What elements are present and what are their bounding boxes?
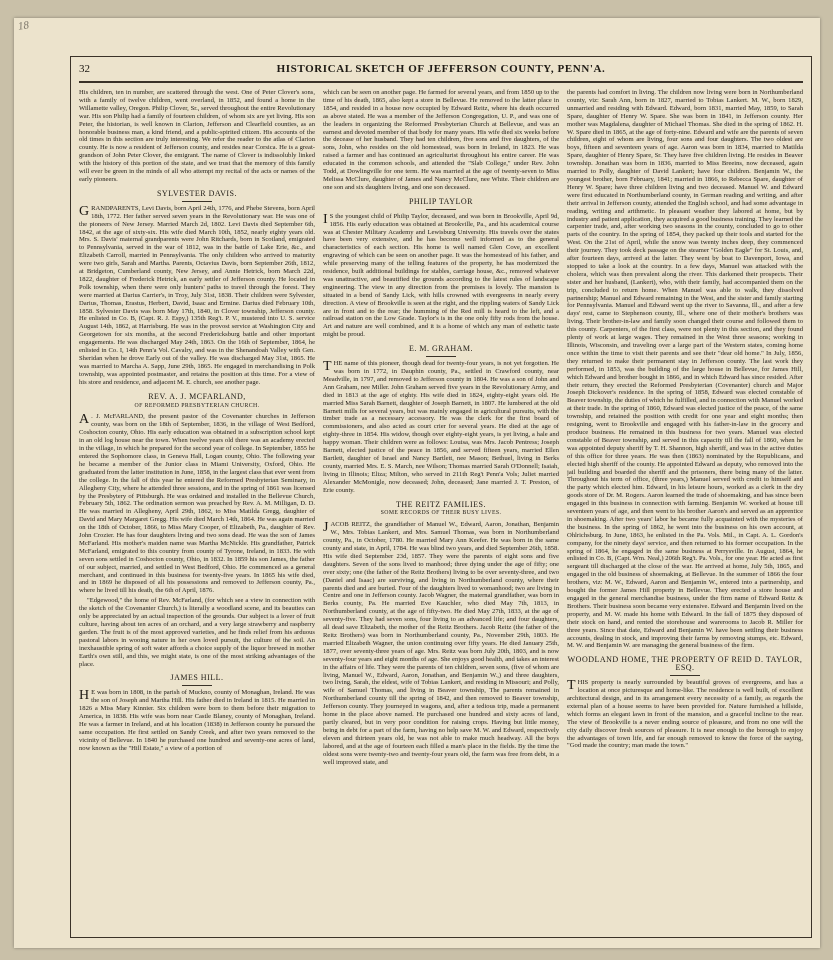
drop-cap: A [79,412,90,428]
divider [426,356,456,357]
heading-woodland-home: WOODLAND HOME, THE PROPERTY OF REID D. TAYLOR, ESQ. [567,655,803,673]
heading-reitz-families: THE REITZ FAMILIES. [395,499,486,509]
divider [182,685,212,686]
heading-sylvester-davis: SYLVESTER DAVIS. [156,188,237,198]
column-2 [323,89,559,929]
hill-continued-paragraph: which can be seen on another page. He farmed for several years, and from 1850 up to the time of his death, 1865, also kept a store in Bellevue. He removed to the latter place in 1854, and resided in a house now occupied by Edward Reitz, where his death occurred as above stated. He was a member of the Jefferson Congregation, U. P., and was one of the leaders in organizing the Reformed Presbyterian Church at Bellevue, and was an earnest and devoted member of that body for many years. His wife died six weeks before the decease of her husband. They had ten children, five sons and five daughters, of the sons, John, who resides on the old homestead, was born in Ireland, in 1823. He was raised a farmer and has continued an agriculturist throughout his entire career. He was educated in the common schools, and attended the "Slab College," under Rev. John Todd, at Dowlingville for one term. He was married at the age of twenty-seven to Miss Melissa McClure, daughter of James and Nancy McClure, nee White. Their children are one son and six daughters living, and one son deceased. [323,89,559,191]
page-title: HISTORICAL SKETCH OF JEFFERSON COUNTY, PENN'A. [276,63,606,75]
page [14,18,820,948]
mcfarland-paragraph [79,413,315,595]
page-frame [70,56,812,938]
reitz-continued-paragraph: the parents had comfort in living. The children now living were born in Northumberland county, viz: Sarah Ann, born in 1827, married to Tobias Lankert. M. W., born 1829, unmarried and residing with Edward. Edward, born 1831, married May, 1859, to Sarah Spare, daughter of Henry W. Spare. She was born in 1841, in Jefferson county. Her mother was Magdalena, daughter of Michael Thomas. She died in the spring of 1862. H. W. Spare died in 1865, at the age of forty-nine. Edward and wife are the parents of seven children, eight of whom are living, four sons and four daughters. The two oldest are boys, fifteen and seventeen years of age. Aaron was born in 1834, married to Matilda Spare, daughter of Henry Spare, Sr. They have five children living. He resides in Beaver township. Jonathan was born in 1836, married to Miss Breeins, now deceased, again married to Polly, daughter of David Lankert; have four children. Benjamin W., the youngest brother, born February, 1841; married in 1866, to Rebecca Spare, daughter of Henry W. Spare; have three children living and two deceased. Manuel W. and Edward were first educated in Northumberland county, in German reading and writing, and after their arrival in Jefferson county, attended the English school, and had some advantage in reading, writing and arithmetic. In pleasant weather they labored at home, but by industry and patient application, they acquired a good business training. They learned the carpenter trade, and, after working two seasons in the county, concluded to go to other parts of the country. In the spring of 1854, they packed up their tools and started for the West. On the 21st of April, while the snow was twenty inches deep, they commenced their journey. They took deck passage on the steamer "Golden Eagle" for St. Louis, and, after fourteen days, arrived at the latter. They went by boat to Davenport, Iowa, and stopped to take a look at the country. In a few days, Manuel was attacked with the cholera, which was then prevalent along the river. This darkened their prospects. Their sister and her husband, (Lankert), who, with their family, had accompanied them on the trip, concluded to return home. When Manuel was able to walk, they dissolved partnership; Manuel and Edward remaining in the West, and the sister and family starting for Pennsylvania. Manuel and Edward went up the river to Savanna, Ill., and after a few days' rest, came to Stephenson county, Ill., where one of their mother's brothers was living. Their brother-in-law and family soon changed their course and followed them to this county. Carpenters, of the first class, were not plenty in this section, and they found plenty of work at large wages. They remained in the West three seasons; working in Illinois, Wisconsin, and traveling over a large part of the Western states, coming home once within the time to visit their parents and see their "dear old home." In July, 1856, they returned to make their permanent stay in Jefferson county. The last work they performed, in 1853, was the building of the large house in Bellevue, for James Hill, which Edward and brother bought in 1866, and in which Edward has since resided. After their return, they erected the Reformed Presbyterian (Covenanter) church and Major Joseph Dickover's residence. In the spring of 1858, Edward was elected constable of Beaver township, the duties of which he fulfilled, and in connection with Manuel worked at their trade. In the spring of 1860, Edward was elected justice of the peace, of the same township, and retained the position with credit for one year and eight months; then resigning, went to Brookville and engaged with his father-in-law in the grocery and produce business. He remained in this business for two years. Manuel was elected constable of Beaver township, and served in this capacity till the fall of 1860, when he was appointed deputy sheriff by T. H. Shannon, high sheriff, and was in the active duties of this office for three years. He was then (1863) nominated by the Republicans, and elected high sheriff of the county. He appointed Edward as deputy, who removed into the jail building and boarded the sheriff and the prisoners, there being many of the latter. Throughout his term of office, (three years,) Manuel served with credit to himself and the party which elected him. Edward, in his leisure hours, worked as a clerk in the dry goods store of Dr. M. Rogers. Aaron learned the trade of shoemaking, and has since been engaged in this business in connection with farming. Benjamin W. worked at house till seventeen years of age, and then went to his brother Aaron's and served as an apprentice in shoemaking. After two years' labor he became fully acquainted with the mysteries of the business. In the spring of 1862, he went into the business on his own account, at Ohlrichsburg. In June, 1863, he enlisted in the Pa. Vols. Mil., in Capt. A. L. Gordon's company, for the ninety days' service, and then returned to his former occupation. In the spring of 1864, he engaged in the same business at Perrysville. In August, 1864, he enlisted in Co. B, (Capt. Wm. Neal,) 206th Reg't. Pa. Vols., for one year. He acted as first sergeant till discharged at the close of the war. He arrived at home, July 5th, 1865, and engaged in the old business of shoemaking, at Bellevue. In the summer of 1866 the four brothers, viz: M. W., Edward, Aaron and Benjamin W., entered into a partnership, and bought the former James Hill property in Bellevue. They erected a store house and engaged in the general merchandise business, under the firm name of Edward Reitz & Brothers. Their business soon became very extensive. Edward and Benjamin lived on the property, and M. W. made his home with Edward. In the fall of 1875 they disposed of their stock on hand, and rented the storehouse and warerooms to Jacob R. Miller for three years. Since that date, Edward and Benjamin W. have been settling their business accounts, dealing in stock, and improving their farms by removing stumps, etc. Edward, M. W. and Benjamin W. are managing the general business of the firm. [567,89,803,650]
reitz-text: ACOB REITZ, the grandfather of Manuel W., Edward, Aaron, Jonathan, Benjamin W., Mrs. Tobias Lankert, and Mrs. Samuel Thomas, was born in Northumberland county, Pa., in October, 1780. He married Mary Ann Keefer. He was born in the same county and state, in April, 1784. He was blind two years, and died September 26th, 1858. His wife died September 23d, 1857. They were the parents of eight sons and five daughters. Seven of the sons lived to manhood; three dying under the age of fifty; one over sixty; one (the father of the Reitz Brothers) living to be over seventy-three, and two (Daniel and Isaac) are surviving, and living in Northumberland county, where their parents died and are buried. Four of the daughters lived to womanhood; two are living in Centre and one in Jefferson county. Jacob Wagner, the maternal grandfather, was born in Berks county, Pa. He married Eve Kauchler, who died May 7th, 1813, in Northumberland county, at the age of fifty-two. He died May 27th, 1833, at the age of seventy-five. They had seven sons, four living to an advanced life; and four daughters, all dead save Elizabeth, the mother of the Reitz Brothers. Jacob Reitz (the father of the Reitz Brothers) was born in Northumberland county, Pa., November 29th, 1803. He married Elizabeth Wagner, the union continuing over fifty years. He died January 25th, 1877, over seventy-three years of age. Mrs. Reitz was born July 20th, 1803, and is now seventy-four years and eight months of age. She enjoys good health, and takes an interest in the affairs of life. They were the parents of ten children, seven sons, (five of whom are living, Manuel W., Edward, Aaron, Jonathan, and Benjamin W.,) and three daughters, two living, Sarah, the eldest, wife of Tobias Lankert, and residing in Missouri; and Polly, wife of Samuel Thomas, and living in Beaver township, The parents remained in Northumberland county till the spring of 1842, and then removed to Beaver township, Jefferson county. They journeyed in wagons, and, after a tedious trip, made a permanent home in the place above named. He purchased one hundred and sixty acres of land, partly cleared, but in very poor condition for raising crops. Having but little money, being in debt for a part of the farm, having no help save M. W. and Edward, respectively eleven and thirteen years old, he was not able to make much headway. All the boys labored, and at the age of fourteen each filled a man's place in the fields. By the time the oldest sons were twenty-two and twenty-four years old, the farm was free from debt, in a well improved state, and [323,521,559,766]
taylor-text: S the youngest child of Philip Taylor, deceased, and was born in Brookville, April 9d, 1856. His early education was obtained at Brookville, Pa., and his academical course was at Chester Military Academy and Lewisburg University. His travels over the states have been very extensive, and he has become well informed as to the general characteristics of each section. His home is well named Glen Cove, an excellent engraving of which can be seen on another page. It was the homestead of his father, and while preserving many of the telling features of the property, he has modernized the residence, built additional buildings for stables, carriage house, &c., removed whatever was unattractive, and beautified the grounds according to the latest rules of landscape engineering. The view in any direction from the premises is lovely. The mansion is situated in a bend of Sandy Lick, with hills crowned with evergreens in nearly every direction. A view of Brookville is seen at the right, and the rippling waters of Sandy Lick are in front and to the rear; the humming of the Red mill is heard to the left, and a railroad station on the Low Grade. Taylor's is in the one only fifty rods from the house. Art and nature are well combined, and it is a home of which any man of esthetic taste might be proud. [323,212,559,339]
divider [670,675,700,676]
pencil-mark: 18 [17,19,30,33]
reitz-paragraph [323,521,559,766]
mcfarland-text: . J. McFARLAND, the present pastor of the Covenanter churches in Jefferson county, was born on the 18th of September, 1836, in the village of West Bedford, Coshocton county, Ohio. His early education was obtained in a subscription school kept in an old log house near the town. When twelve years old there was an academy erected in the village, in which he prepared for the second year of college. In September, 1855 he entered the Sophomore class, in Geneva Hall, Logan county, Ohio. The following year he became a member of the Junior class in Miami University, Oxford, Ohio. He graduated from the latter institution in June, 1858, in the largest class that ever went from the college. In the fall of this year he entered the Reformed Presbyterian Seminary, in Allegheny City, where he attended three sessions, and in the spring of 1861 was licensed by the Presbytery of Pittsburgh. He was ordained and installed in the Bellevue Church, February 5th, 1862. The ordination sermon was preached by Rev. A. M. Milligan, D. D. He was married in Allegheny, April 29th, 1862, to Miss Matilda Gregg, daughter of David and Mary Margaret Gregg. His wife died March 14th, 1864. He was again married on the 18th of October, 1866, to Miss Mary Cooper, of Elizabeth, Pa., daughter of Rev. John Crozier. He has four daughters living and two sons dead. He was the son of James McFarland. His mother's maiden name was Martha McNickle. His grandfather, Patrick McFarland, emigrated to this country from county of Tyrone, Ireland, in 1833. He with seven sons settled in Coshocton county, Ohio, in 1832. In 1859 his son James, the father of our subject, married, and settled in West Bedford, Ohio. He commenced as a general merchant, and continued in this business for twenty-five years. In 1865 his wife died, and in 1869 he disposed of all his possessions and removed to Jefferson county, Pa., where he lived till his death, the 6th of April, 1876. [79,413,315,595]
woodland-text: HIS property is nearly surrounded by beautiful groves of evergreens, and has a location at once picturesque and home-like. The residence is well built, of excellent architectural design, and in its arrangement every necessity of a family, as regards the external plan of a house seems to have been provided for. Nature furnished a hillside, which forms an elegant lawn in front of the mansion, and a graceful incline to the rear. The view of Brookville is a never ending source of pleasure, and from no one will the city daily discover fresh sources of pleasure. It is near enough to the borough to enjoy the advantages of town life, and far enough removed to know the force of the saying, "God made the country; man made the town." [567,679,803,750]
drop-cap: T [567,678,576,694]
drop-cap: J [323,520,329,536]
subheading-mcfarland: OF REFORMED PRESBYTERIAN CHURCH. [134,402,260,409]
column-1 [79,89,315,929]
drop-cap: I [323,211,328,227]
graham-text: HE name of this pioneer, though dead for twenty-four years, is not yet forgotten. He was born in 1772, in Dauphin county, Pa., settled in Crawford county, near Meadville, in 1797, and removed to Jefferson county in 1804. He was a son of John and Ann Graham, nee Miller. John Graham served five years in the Revolutionary Army, and died in 1813 at the age of eighty. His wife died in 1824, eighty-eight years old. He married Miss Sarah Barnett, daughter of Joseph Barnett, in 1807. He lumbered at the old Barnett mills for several years, but was mainly engaged in agricultural pursuits, with the timber trade as a necessary accessory. He was the clerk for the first board of commissioners, and also acted as court crier for several years. He died at the age of eighty-three in 1854. His widow, though over eighty-eight years, is yet living, a hale and happy woman. Their children were as follows: Louisa, was Mrs. Jacob Pentress; Joseph Barnett, elected justice of the peace in 1856, and served fifteen years, married Ellen Bartlett, daughter of Israel and Nancy Bartlett, nee Mason; Bethuel, living in Berks county, married Mrs. E. S. March, nee Wilson; Thomas married Sarah O'Donnell; Isaiah, living in Illinois; Eliza; Milton, who served in 211th Reg't Penn'a Vols; Juliet married Alexander McMonigle, now deceased; John, deceased; Jane married J. T. Preston, of Erie county. [323,360,559,494]
heading-philip-taylor: PHILIP TAYLOR [408,196,473,206]
taylor-paragraph [323,213,559,340]
drop-cap: H [79,688,90,704]
page-number: 32 [79,63,90,75]
clover-paragraph: His children, ten in number, are scattered through the west. One of Peter Clover's sons, with a family of twelve children, went overland, in 1852, and found a home in the Willamette valley, Oregon. Philip Clover, Sr., served throughout the entire Revolutionary war. His son Philip had a family of fourteen children, of whom six are yet living. His son Peter, the historian, is well known in Clarion, Jefferson and Clearfield counties, as an honorable business man, a kind friend, and a public-spirited citizen. His accounts of the old times in this section are truly interesting. We refer the reader to the atlas of Clarion county. He is now a resident of Jefferson county, and resides near Corsica. He is a great-grandson of John Peter Clover, the emigrant. The name of Clover is indissolubly linked with the history of this portion of the state, and we trust that the memory of this family will ever be green in the minds of all who attempt my recital of the acts or names of the early pioneers. [79,89,315,183]
hill-paragraph [79,689,315,752]
davis-paragraph [79,205,315,387]
graham-paragraph [323,360,559,494]
subheading-reitz: SOME RECORDS OF THEIR BUSY LIVES. [380,510,502,517]
text-columns [79,89,803,929]
davis-text: RANDPARENTS, Levi Davis, born April 24th, 1776, and Phebe Stevens, born April 18th, 1772. Her father served seven years in the Revolutionary war. He was one of the pioneers of New Jersey. Married March 2d, 1802. Levi Davis died September 6th, 1842, at the age of sixty-six. His wife died March 10th, 1852, nearly eighty years old. Mrs. S. Davis' maternal grandparents were John Ritchards, born in Scotland, emigrated to Pennsylvania, served in the war of 1812, was in the battle of Lake Erie, &c., and Elizabeth Carroll, married in Pennsylvania. The only children who arrived to maturity were two girls, Sarah and Martha. Parents, Octavius Davis, born September 26th, 1812, at Bridgeton, Cumberland county, New Jersey, and Annie Hetrick, born March 22d, 1822, daughter of Frederick Hetrick, an early settler of Jefferson county. He located in Polk township, when there were only hunters' paths to travel through the forest. They were married at Darius Carrier's, in Troy, July 31st, 1838. Their children were Sylvester, Darius, Thomas, Erastus, Herbert, David, Isaac and Ermine. Darius died February 10th, 1858. Sylvester Davis was born May 17th, 1840, in Clover township, Jefferson county. He enlisted in Co. B, (Capt. R. J. Espy,) 135th Reg't. P. V., mustered into U. S. service August 14th, 1862, at Harrisburg. He was in the provost service at Washington City and Georgetown for six months, at the second Fredericksburg battle and other important engagements. He was discharged May 24th, 1863. On the 16th of September, 1864, he enlisted in Co. I, 14th Penn'a Vol. Cavalry, and was in the Shenandoah Valley with Gen. Sheridan when he drove Early out of the valley. He was discharged May 31st, 1865. He was married to Marcha A. Sapp, June 29th, 1865. He engaged in merchandising in Polk township, was appointed postmaster, and retains the position at this time. For a view of his store and residence, and adjacent M. E. church, see another page. [79,204,315,386]
column-3 [567,89,803,929]
heading-mcfarland: REV. A. J. MCFARLAND, [148,391,246,401]
hill-text: E was born in 1808, in the parish of Muckno, county of Monaghan, Ireland. He was the son of Joseph and Martha Hill. His father died in Ireland in 1815. He married in 1826 a Miss Mary Kinnier. Six children were born to them before their migration to America, in 1838. His wife was born near Castle Blaney, county of Monaghan, Ireland. He was a farmer in Ireland, and at his location (1838) in Jefferson county he pursued the same occupation. He first settled on Sandy Creek, and after two years removed to the vicinity of Bellevue. In 1840 he purchased one hundred and seventy-one acres of land, now known as the "Hill Estate," a view of a portion of [79,689,315,752]
heading-james-hill: JAMES HILL. [170,673,224,683]
divider [426,209,456,210]
heading-graham: E. M. GRAHAM. [408,344,474,354]
running-header [79,61,803,83]
edgewood-paragraph: "Edgewood," the home of Rev. McFarland, (for which see a view in connection with the sketch of the Covenanter Church,) is literally a woodland scene, and its beauties can only be appreciated by an actual inspection of the grounds. Our subject is a lover of fruit culture, having about ten acres of an orchard, and a very large strawberry and raspberry garden. The fruit is of the most approved varieties, and he finds relief from his arduous pastoral labors in wooing nature in her own loved pursuit, the culture of the soil. An inexhaustible spring of soft water affords a choice supply of the liquor brewed in mother Earth's own still, and this, we might state, is one of the most striking advantages of the place. [79,597,315,668]
divider [182,201,212,202]
woodland-paragraph [567,679,803,750]
drop-cap: T [323,359,332,375]
drop-cap: G [79,203,90,219]
